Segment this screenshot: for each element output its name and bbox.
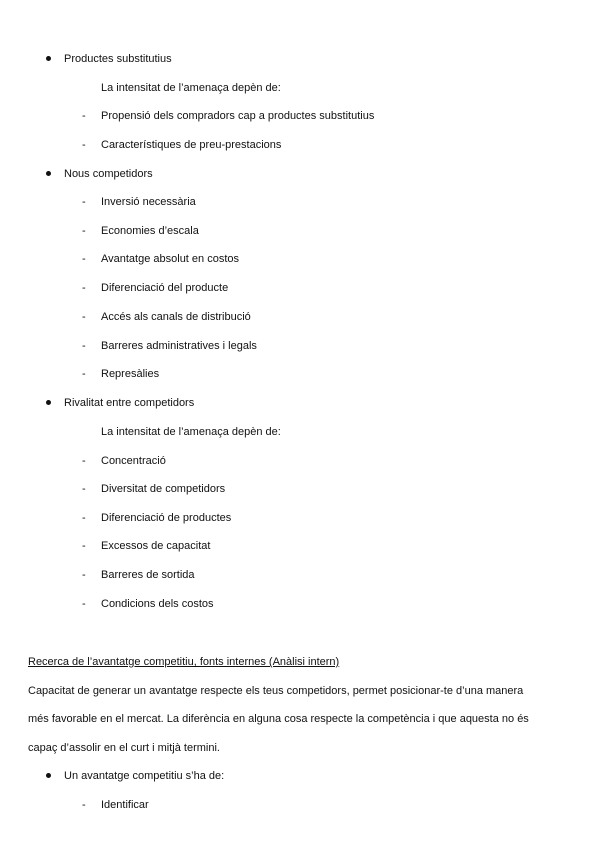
list-item: Barreres de sortida [101,569,195,581]
list-item: Represàlies [101,368,160,380]
list-item: Propensió dels compradors cap a productes substitutius [101,110,375,122]
dash-marker: - [82,483,86,495]
bullet-icon [46,56,51,61]
list-item: Diferenciació de productes [101,512,232,524]
bullet-label: Rivalitat entre competidors [64,397,195,409]
dash-marker: - [82,282,86,294]
dash-marker: - [82,540,86,552]
list-item: Accés als canals de distribució [101,311,251,323]
intro-text: La intensitat de l’amenaça depèn de: [101,82,281,94]
section-heading: Recerca de l’avantatge competitiu, fonts internes (Anàlisi intern) [28,656,340,668]
list-item: Inversió necessària [101,196,196,208]
dash-marker: - [82,569,86,581]
dash-marker: - [82,110,86,122]
dash-marker: - [82,512,86,524]
dash-marker: - [82,253,86,265]
dash-marker: - [82,340,86,352]
list-item: Característiques de preu-prestacions [101,139,282,151]
list-item: Economies d’escala [101,225,199,237]
bullet-label: Un avantatge competitiu s’ha de: [64,770,225,782]
list-item: Concentració [101,455,166,467]
dash-marker: - [82,225,86,237]
bullet-icon [46,400,51,405]
dash-marker: - [82,455,86,467]
list-item: Identificar [101,799,149,811]
list-item: Avantatge absolut en costos [101,253,240,265]
dash-marker: - [82,799,86,811]
list-item: Barreres administratives i legals [101,340,257,352]
dash-marker: - [82,196,86,208]
paragraph-line: Capacitat de generar un avantatge respecte els teus competidors, permet posicionar-te d’una manera [28,685,524,697]
dash-marker: - [82,139,86,151]
paragraph-line: més favorable en el mercat. La diferència en alguna cosa respecte la competència i que aquesta no és [28,713,529,725]
bullet-icon [46,773,51,778]
dash-marker: - [82,368,86,380]
list-item: Condicions dels costos [101,598,214,610]
bullet-label: Nous competidors [64,168,153,180]
bullet-label: Productes substitutius [64,53,172,65]
paragraph-line: capaç d’assolir en el curt i mitjà termini. [28,742,220,754]
dash-marker: - [82,598,86,610]
dash-marker: - [82,311,86,323]
list-item: Diversitat de competidors [101,483,226,495]
intro-text: La intensitat de l’amenaça depèn de: [101,426,281,438]
list-item: Excessos de capacitat [101,540,211,552]
list-item: Diferenciació del producte [101,282,229,294]
bullet-icon [46,171,51,176]
